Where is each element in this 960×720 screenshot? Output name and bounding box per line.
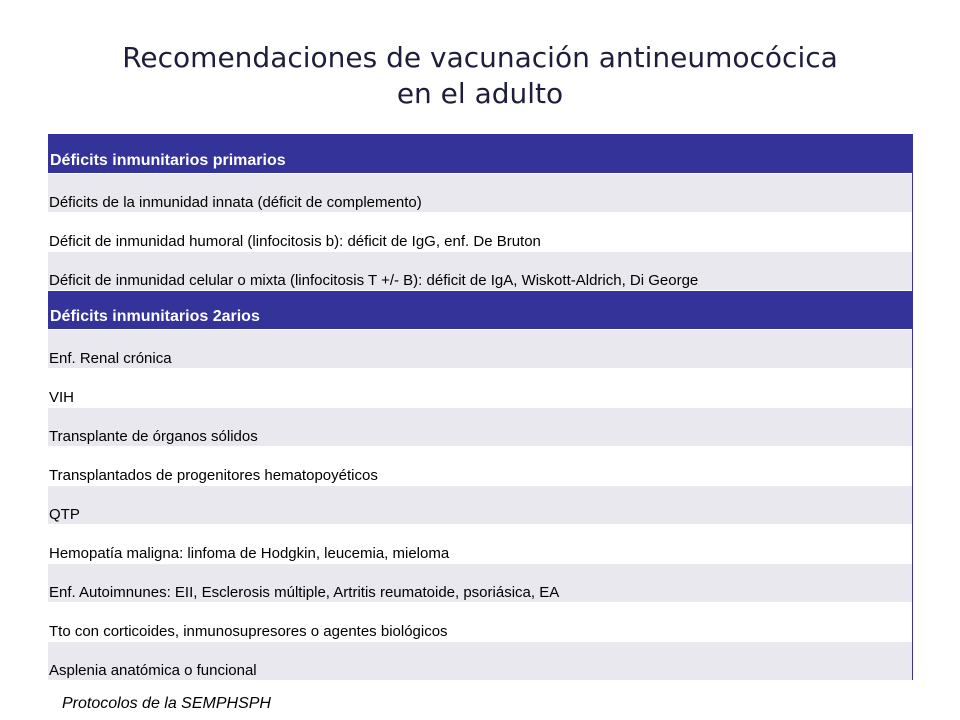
slide-title-line-2: en el adulto [396,77,564,110]
table-row: VIH [48,368,913,407]
table-row: Asplenia anatómica o funcional [48,641,913,680]
table-section-header: Déficits inmunitarios primarios [48,134,913,173]
table-row: Hemopatía maligna: linfoma de Hodgkin, leucemia, mieloma [48,524,913,563]
table-row: Transplantados de progenitores hematopoyéticos [48,446,913,485]
table-row: Enf. Renal crónica [48,329,913,368]
table-row: Déficit de inmunidad celular o mixta (linfocitosis T +/- B): déficit de IgA, Wiskott-Aldrich, Di George [48,251,913,290]
slide-title [0,40,960,112]
table-row: Tto con corticoides, inmunosupresores o agentes biológicos [48,602,913,641]
recommendations-table [48,133,913,680]
slide-title-line-1: Recomendaciones de vacunación antineumocócica [122,41,838,74]
table-row: QTP [48,485,913,524]
source-citation: Protocolos de la SEMPHSPH [62,695,271,712]
table-row: Déficit de inmunidad humoral (linfocitosis b): déficit de IgG, enf. De Bruton [48,212,913,251]
table-row: Enf. Autoimnunes: EII, Esclerosis múltiple, Artritis reumatoide, psoriásica, EA [48,563,913,602]
table-row: Transplante de órganos sólidos [48,407,913,446]
table-border [912,134,913,680]
table-section-header: Déficits inmunitarios 2arios [48,290,913,329]
table-row: Déficits de la inmunidad innata (déficit de complemento) [48,173,913,212]
